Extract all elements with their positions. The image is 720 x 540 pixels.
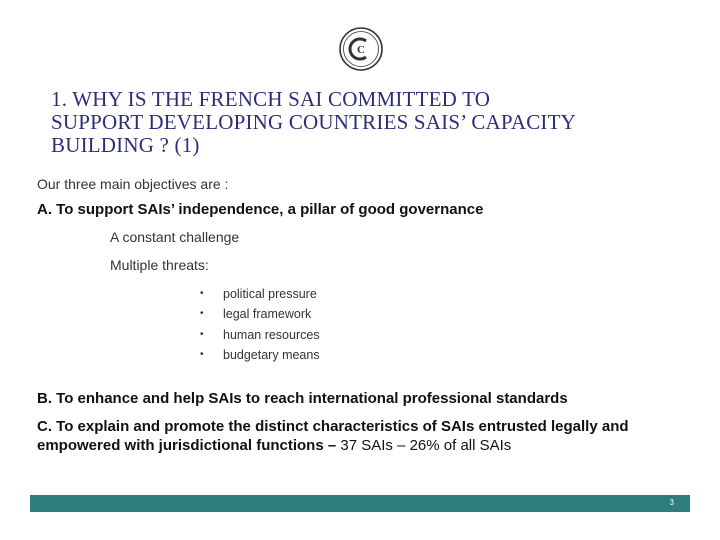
bullet-icon: • <box>200 308 204 320</box>
slide-title-line-1: 1. WHY IS THE FRENCH SAI COMMITTED TO <box>51 87 491 111</box>
bullet-icon: • <box>200 288 204 299</box>
cour-des-comptes-logo-icon <box>338 26 384 72</box>
objective-c-line-2 <box>37 436 629 455</box>
bullet-icon: • <box>200 328 204 340</box>
objective-c-line-1: C. To explain and promote the distinct characteristics of SAIs entrusted legally and <box>37 418 629 435</box>
list-item <box>200 325 320 345</box>
objective-a-sub-1: A constant challenge <box>110 229 240 245</box>
intro-text: Our three main objectives are : <box>37 176 229 192</box>
slide-title-line-2: SUPPORT DEVELOPING COUNTRIES SAIS’ CAPACITY <box>51 110 577 134</box>
threats-list <box>200 284 320 365</box>
page-number: 3 <box>669 498 674 507</box>
bullet-icon: • <box>200 348 204 360</box>
threat-label: legal framework <box>223 307 312 322</box>
objective-c-heading <box>37 417 629 455</box>
svg-text:C: C <box>357 44 365 56</box>
list-item <box>200 304 320 324</box>
objective-b-heading: B. To enhance and help SAIs to reach international professional standards <box>37 390 568 407</box>
slide-title <box>51 88 711 157</box>
threat-label: political pressure <box>223 287 317 301</box>
threat-label: budgetary means <box>223 347 320 362</box>
threat-label: human resources <box>223 327 320 342</box>
objective-a-heading: A. To support SAIs’ independence, a pillar of good governance <box>37 201 484 218</box>
objective-a-sub-2: Multiple threats: <box>110 257 209 273</box>
list-item <box>200 345 320 365</box>
objective-c-line-2-bold: empowered with jurisdictional functions – <box>37 437 337 454</box>
slide-title-line-3: BUILDING ? (1) <box>51 133 200 157</box>
objective-c-line-2-stat: 37 SAIs – 26% of all SAIs <box>336 437 512 454</box>
footer-bar <box>30 495 690 512</box>
list-item <box>200 284 320 304</box>
